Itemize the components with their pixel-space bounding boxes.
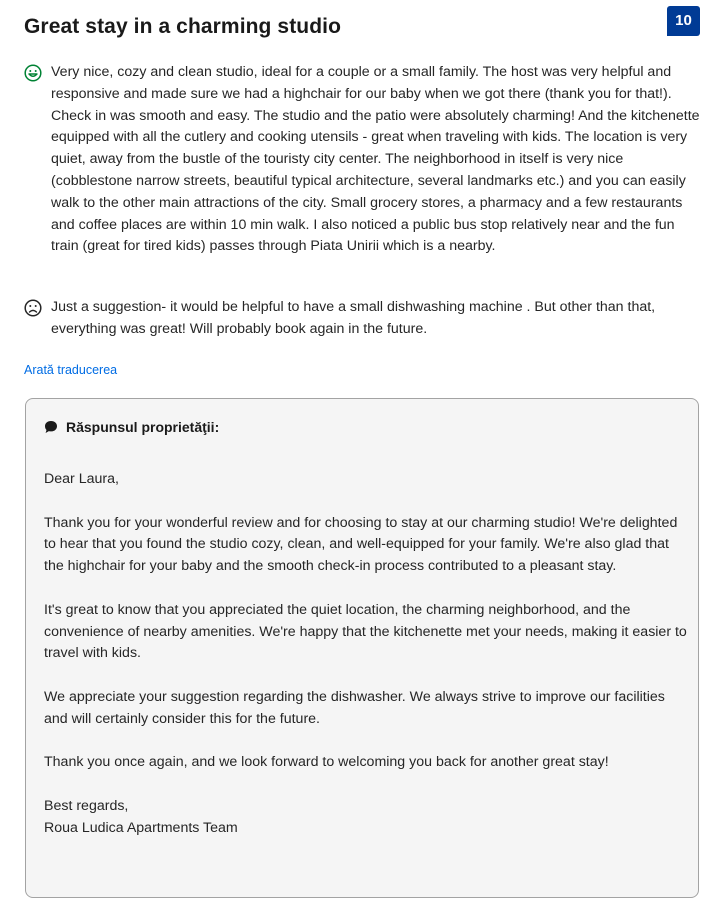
response-greeting: Dear Laura, xyxy=(44,471,119,487)
response-signature: Roua Ludica Apartments Team xyxy=(44,819,238,836)
review-title: Great stay in a charming studio xyxy=(24,15,342,38)
speech-bubble-icon xyxy=(44,420,58,434)
review-positive-text: Very nice, cozy and clean studio, ideal for a couple or a small family. The host was very helpful and responsive and made sure we had a highchair for our baby when we got there (thank you for that!). Check in was smooth and easy. The studio and the patio were absolutely charming! And the kitchenette equipped with all the cutlery and cooking utensils - great when traveling with kids. The location is very quiet, away from the bustle of the touristy city center. The neighborhood in itself is very nice (cobblestone narrow streets, beautiful typical architecture, several landmarks etc.) and you can easily walk to the other main attractions of the city. Small grocery stores, a pharmacy and a few restaurants and coffee places are within 10 min walk. I also noticed a public bus stop relatively near and the fun train (great for tired kids) passes through Piata Unirii which is a nearby. xyxy=(51,64,700,255)
response-paragraph: We appreciate your suggestion regarding the dishwasher. We always strive to improve our facilities and will certainly consider this for the future. xyxy=(44,688,665,727)
review-negative xyxy=(24,297,706,341)
response-paragraph: Thank you once again, and we look forward to welcoming you back for another great stay! xyxy=(44,754,609,771)
smiley-happy-icon xyxy=(24,64,42,82)
show-translation-link[interactable]: Arată traducerea xyxy=(24,363,118,377)
owner-response-header xyxy=(44,419,219,435)
review-positive xyxy=(24,62,706,258)
smiley-sad-icon xyxy=(24,299,42,317)
review-negative-text: Just a suggestion- it would be helpful to have a small dishwashing machine . But other than that, everything was great! Will probably book again in the future. xyxy=(51,299,656,337)
owner-response-label: Răspunsul proprietăţii: xyxy=(66,419,220,435)
owner-response-body xyxy=(44,469,692,840)
review-score-badge: 10 xyxy=(667,6,700,36)
response-paragraph: Thank you for your wonderful review and for choosing to stay at our charming studio! We're delighted to hear that you found the studio cozy, clean, and well-equipped for your family. We're also glad that the highchair for your baby and the smooth check-in process contributed to a pleasant stay. xyxy=(44,514,678,575)
response-paragraph: It's great to know that you appreciated the quiet location, the charming neighborhood, and the convenience of nearby amenities. We're happy that the kitchenette met your needs, making it easier to travel with kids. xyxy=(44,601,687,662)
response-signoff: Best regards, xyxy=(44,797,129,814)
owner-response-panel xyxy=(25,398,699,898)
